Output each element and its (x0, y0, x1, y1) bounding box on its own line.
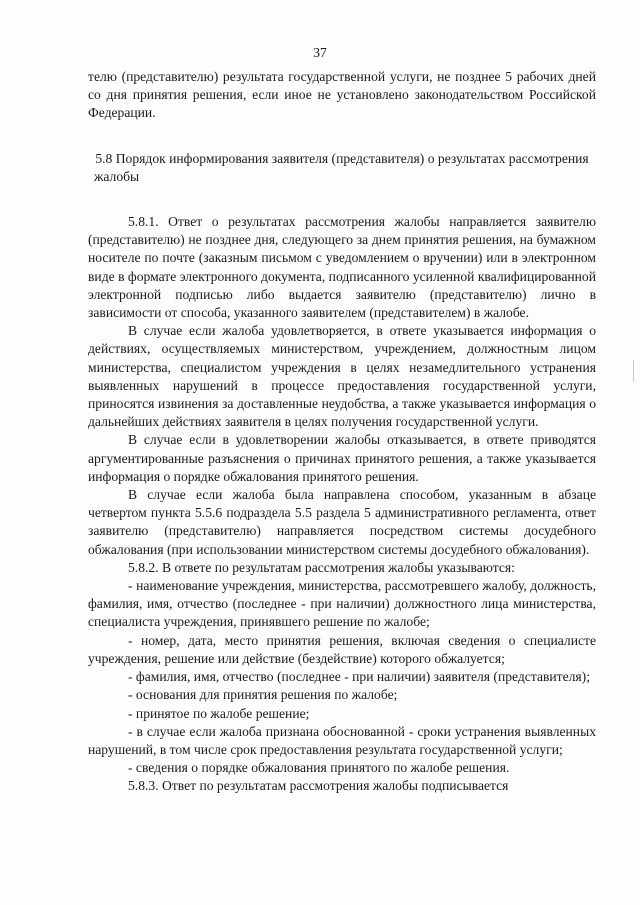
list-item: - принятое по жалобе решение; (128, 705, 310, 721)
list-item: - сведения о порядке обжалования принятого по жалобе решения. (128, 760, 510, 776)
list-item: - в случае если жалоба признана обоснованной - сроки устранения выявленных нарушений, в том числе срок предоставления результата государственной услуги; (88, 723, 596, 757)
paragraph-complaint-satisfied: В случае если жалоба удовлетворяется, в ответе указывается информация о действиях, осуществляемых министерством, учреждением, должностным лицом министерства, специалистом учреждения в целях незамедлительного устранения выявленных нарушений в процессе предоставления государственной услуги, приносятся извинения за доставленные неудобства, а также указывается информация о дальнейших действиях заявителя в целях получения государственной услуги. (88, 323, 596, 430)
list-item: - фамилия, имя, отчество (последнее - при наличии) заявителя (представителя); (128, 669, 590, 685)
page-number: 37 (313, 45, 327, 60)
list-item: - наименование учреждения, министерства, рассмотревшего жалобу, должность, фамилия, имя, отчество (последнее - при наличии) должностного лица министерства, специалиста учреждения, принявшего решение по жалобе; (88, 578, 596, 630)
paragraph-5-8-3: 5.8.3. Ответ по результатам рассмотрения жалобы подписывается (128, 778, 509, 794)
intro-paragraph: телю (представителю) результата государственной услуги, не позднее 5 рабочих дней со дня принятия решения, если иное не установлено законодательством Российской Федерации. (88, 69, 596, 121)
paragraph-5-8-2: 5.8.2. В ответе по результатам рассмотрения жалобы указываются: (128, 559, 515, 575)
list-item: - номер, дата, место принятия решения, включая сведения о специалисте учреждения, решение или действие (бездействие) которого обжалуется; (88, 632, 596, 666)
page-content (88, 68, 596, 796)
section-heading: 5.8 Порядок информирования заявителя (представителя) о результатах рассмотрения жалобы (94, 150, 589, 184)
paragraph-5-8-1: 5.8.1. Ответ о результатах рассмотрения жалобы направляется заявителю (представителю) не позднее дня, следующего за днем принятия решения, на бумажном носителе по почте (заказным письмом с уведомлением о вручении) или в электронном виде в формате электронного документа, подписанного усиленной квалифицированной электронной подписью либо выдается заявителю (представителю) лично в зависимости от способа, указанного заявителем (представителем) в жалобе. (88, 214, 596, 321)
paragraph-pre-trial-system: В случае если жалоба была направлена способом, указанным в абзаце четвертом пункта 5.5.6 подраздела 5.5 раздела 5 административного регламента, ответ заявителю (представителю) направляется посредством системы досудебного обжалования (при использовании министерством системы досудебного обжалования). (88, 487, 596, 557)
scan-artifact (633, 360, 634, 382)
paragraph-complaint-rejected: В случае если в удовлетворении жалобы отказывается, в ответе приводятся аргументированные разъяснения о причинах принятого решения, а также указывается информация о порядке обжалования принятого решения. (88, 432, 596, 484)
list-item: - основания для принятия решения по жалобе; (128, 687, 398, 703)
